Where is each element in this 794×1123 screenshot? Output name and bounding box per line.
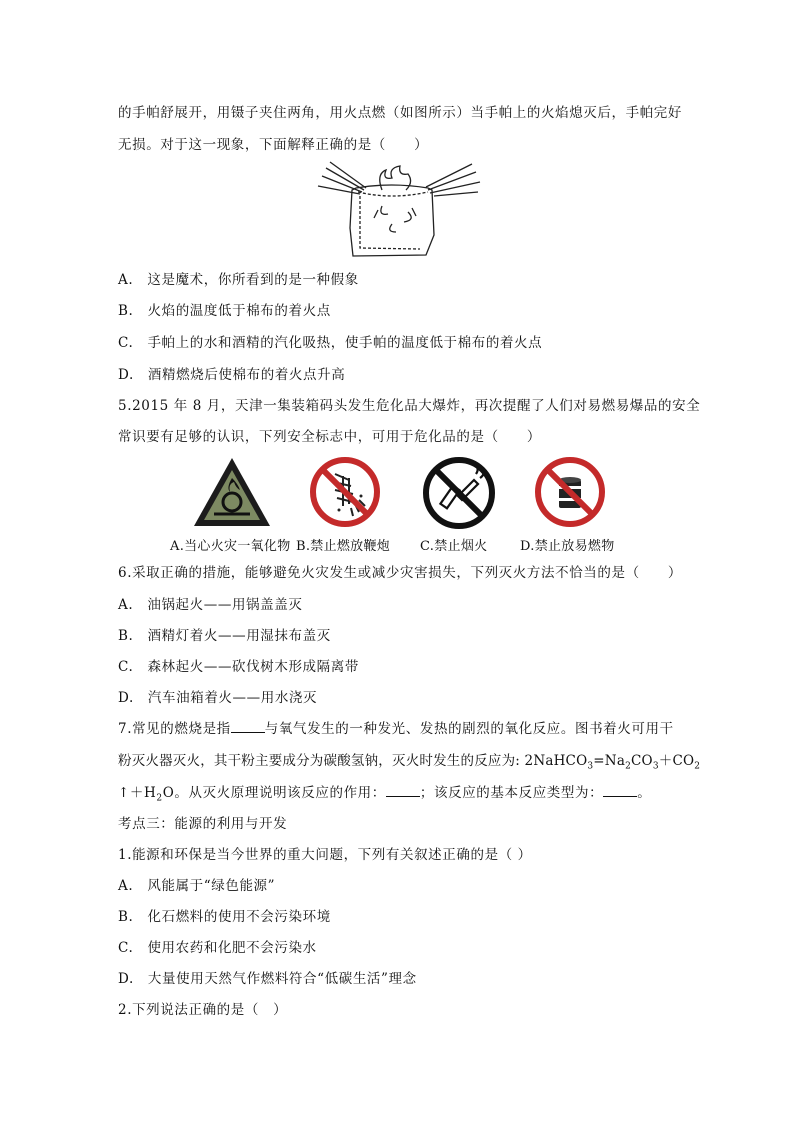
- q7-sub-2a: 2: [625, 761, 632, 772]
- q7-text-2c: CO: [631, 753, 653, 769]
- q7-blank-3[interactable]: [603, 784, 637, 797]
- no-firecrackers-icon: [309, 456, 381, 528]
- q4-stem-line-1: 的手帕舒展开，用镊子夹住两角，用火点燃（如图所示）当手帕上的火焰熄灭后，手帕完好: [118, 105, 682, 121]
- s3-q1-stem: 1.能源和环保是当今世界的重大问题，下列有关叙述正确的是（ ）: [118, 847, 532, 863]
- q5-stem-line-2: 常识要有足够的认识，下列安全标志中，可用于危化品的是（ ）: [118, 429, 541, 445]
- q6-option-b: B. 酒精灯着火——用湿抹布盖灭: [118, 628, 331, 644]
- q6-stem: 6.采取正确的措施，能够避免火灾发生或减少灾害损失，下列灭火方法不恰当的是（ ）: [118, 565, 682, 581]
- q4-option-d: D. 酒精燃烧后使棉布的着火点升高: [118, 367, 346, 383]
- q7-text-2d: ＋CO: [658, 753, 695, 769]
- q7-sub-3b: 3: [652, 761, 659, 772]
- q7-line-1: [118, 720, 674, 738]
- sign-caption-b: B.禁止燃放鞭炮: [296, 539, 391, 554]
- sign-caption-c: C.禁止烟火: [420, 539, 488, 554]
- q7-text-3c: ；该反应的基本反应类型为：: [419, 785, 604, 801]
- q7-text-1b: 与氧气发生的一种发光、发热的剧烈的氧化反应。图书着火可用干: [264, 721, 674, 737]
- q7-text-2b: =Na: [593, 753, 626, 769]
- q6-option-c: C. 森林起火——砍伐树木形成隔离带: [118, 659, 359, 675]
- section-3-title: 考点三：能源的利用与开发: [118, 816, 288, 832]
- sign-caption-a: A.当心火灾一氧化物: [170, 539, 291, 554]
- q4-stem-line-2: 无损。对于这一现象，下面解释正确的是（ ）: [118, 137, 429, 153]
- q4-option-c: C. 手帕上的水和酒精的汽化吸热，使手帕的温度低于棉布的着火点: [118, 335, 543, 351]
- s3-q1-option-d: D. 大量使用天然气作燃料符合“低碳生活”理念: [118, 971, 417, 987]
- q4-option-b: B. 火焰的温度低于棉布的着火点: [118, 303, 331, 319]
- handkerchief-illustration: [316, 160, 481, 260]
- s3-q1-option-b: B. 化石燃料的使用不会污染环境: [118, 909, 331, 925]
- q7-text-3d: 。: [637, 785, 652, 801]
- q7-blank-1[interactable]: [231, 720, 265, 733]
- sign-caption-d: D.禁止放易燃物: [520, 539, 615, 554]
- q7-sub-3a: 3: [587, 761, 594, 772]
- q6-option-a: A. 油锅起火——用锅盖盖灭: [118, 597, 303, 613]
- q7-line-2: [118, 752, 700, 776]
- no-smoking-fire-icon: [422, 456, 496, 530]
- q7-sub-2b: 2: [694, 761, 701, 772]
- q7-blank-2[interactable]: [386, 784, 420, 797]
- no-flammables-icon: [534, 456, 606, 528]
- q6-option-d: D. 汽车油箱着火——用水浇灭: [118, 690, 318, 706]
- q7-sub-2c: 2: [156, 793, 163, 804]
- q7-text-1a: 7.常见的燃烧是指: [118, 721, 231, 737]
- q7-text-3b: O。从灭火原理说明该反应的作用：: [162, 785, 386, 801]
- q7-text-3a: ↑＋H: [118, 785, 157, 801]
- q4-option-a: A. 这是魔术，你所看到的是一种假象: [118, 272, 359, 288]
- fire-oxidizer-warning-icon: [192, 456, 272, 528]
- s3-q2-stem: 2.下列说法正确的是（ ）: [118, 1002, 288, 1018]
- s3-q1-option-c: C. 使用农药和化肥不会污染水: [118, 940, 317, 956]
- q7-line-3: [118, 784, 651, 808]
- q5-stem-line-1: 5.2015 年 8 月，天津一集装箱码头发生危化品大爆炸，再次提醒了人们对易燃易爆品的安全: [118, 398, 701, 414]
- q7-text-2a: 粉灭火器灭火，其干粉主要成分为碳酸氢钠，灭火时发生的反应为: 2NaHCO: [118, 753, 588, 769]
- s3-q1-option-a: A. 风能属于“绿色能源”: [118, 878, 276, 894]
